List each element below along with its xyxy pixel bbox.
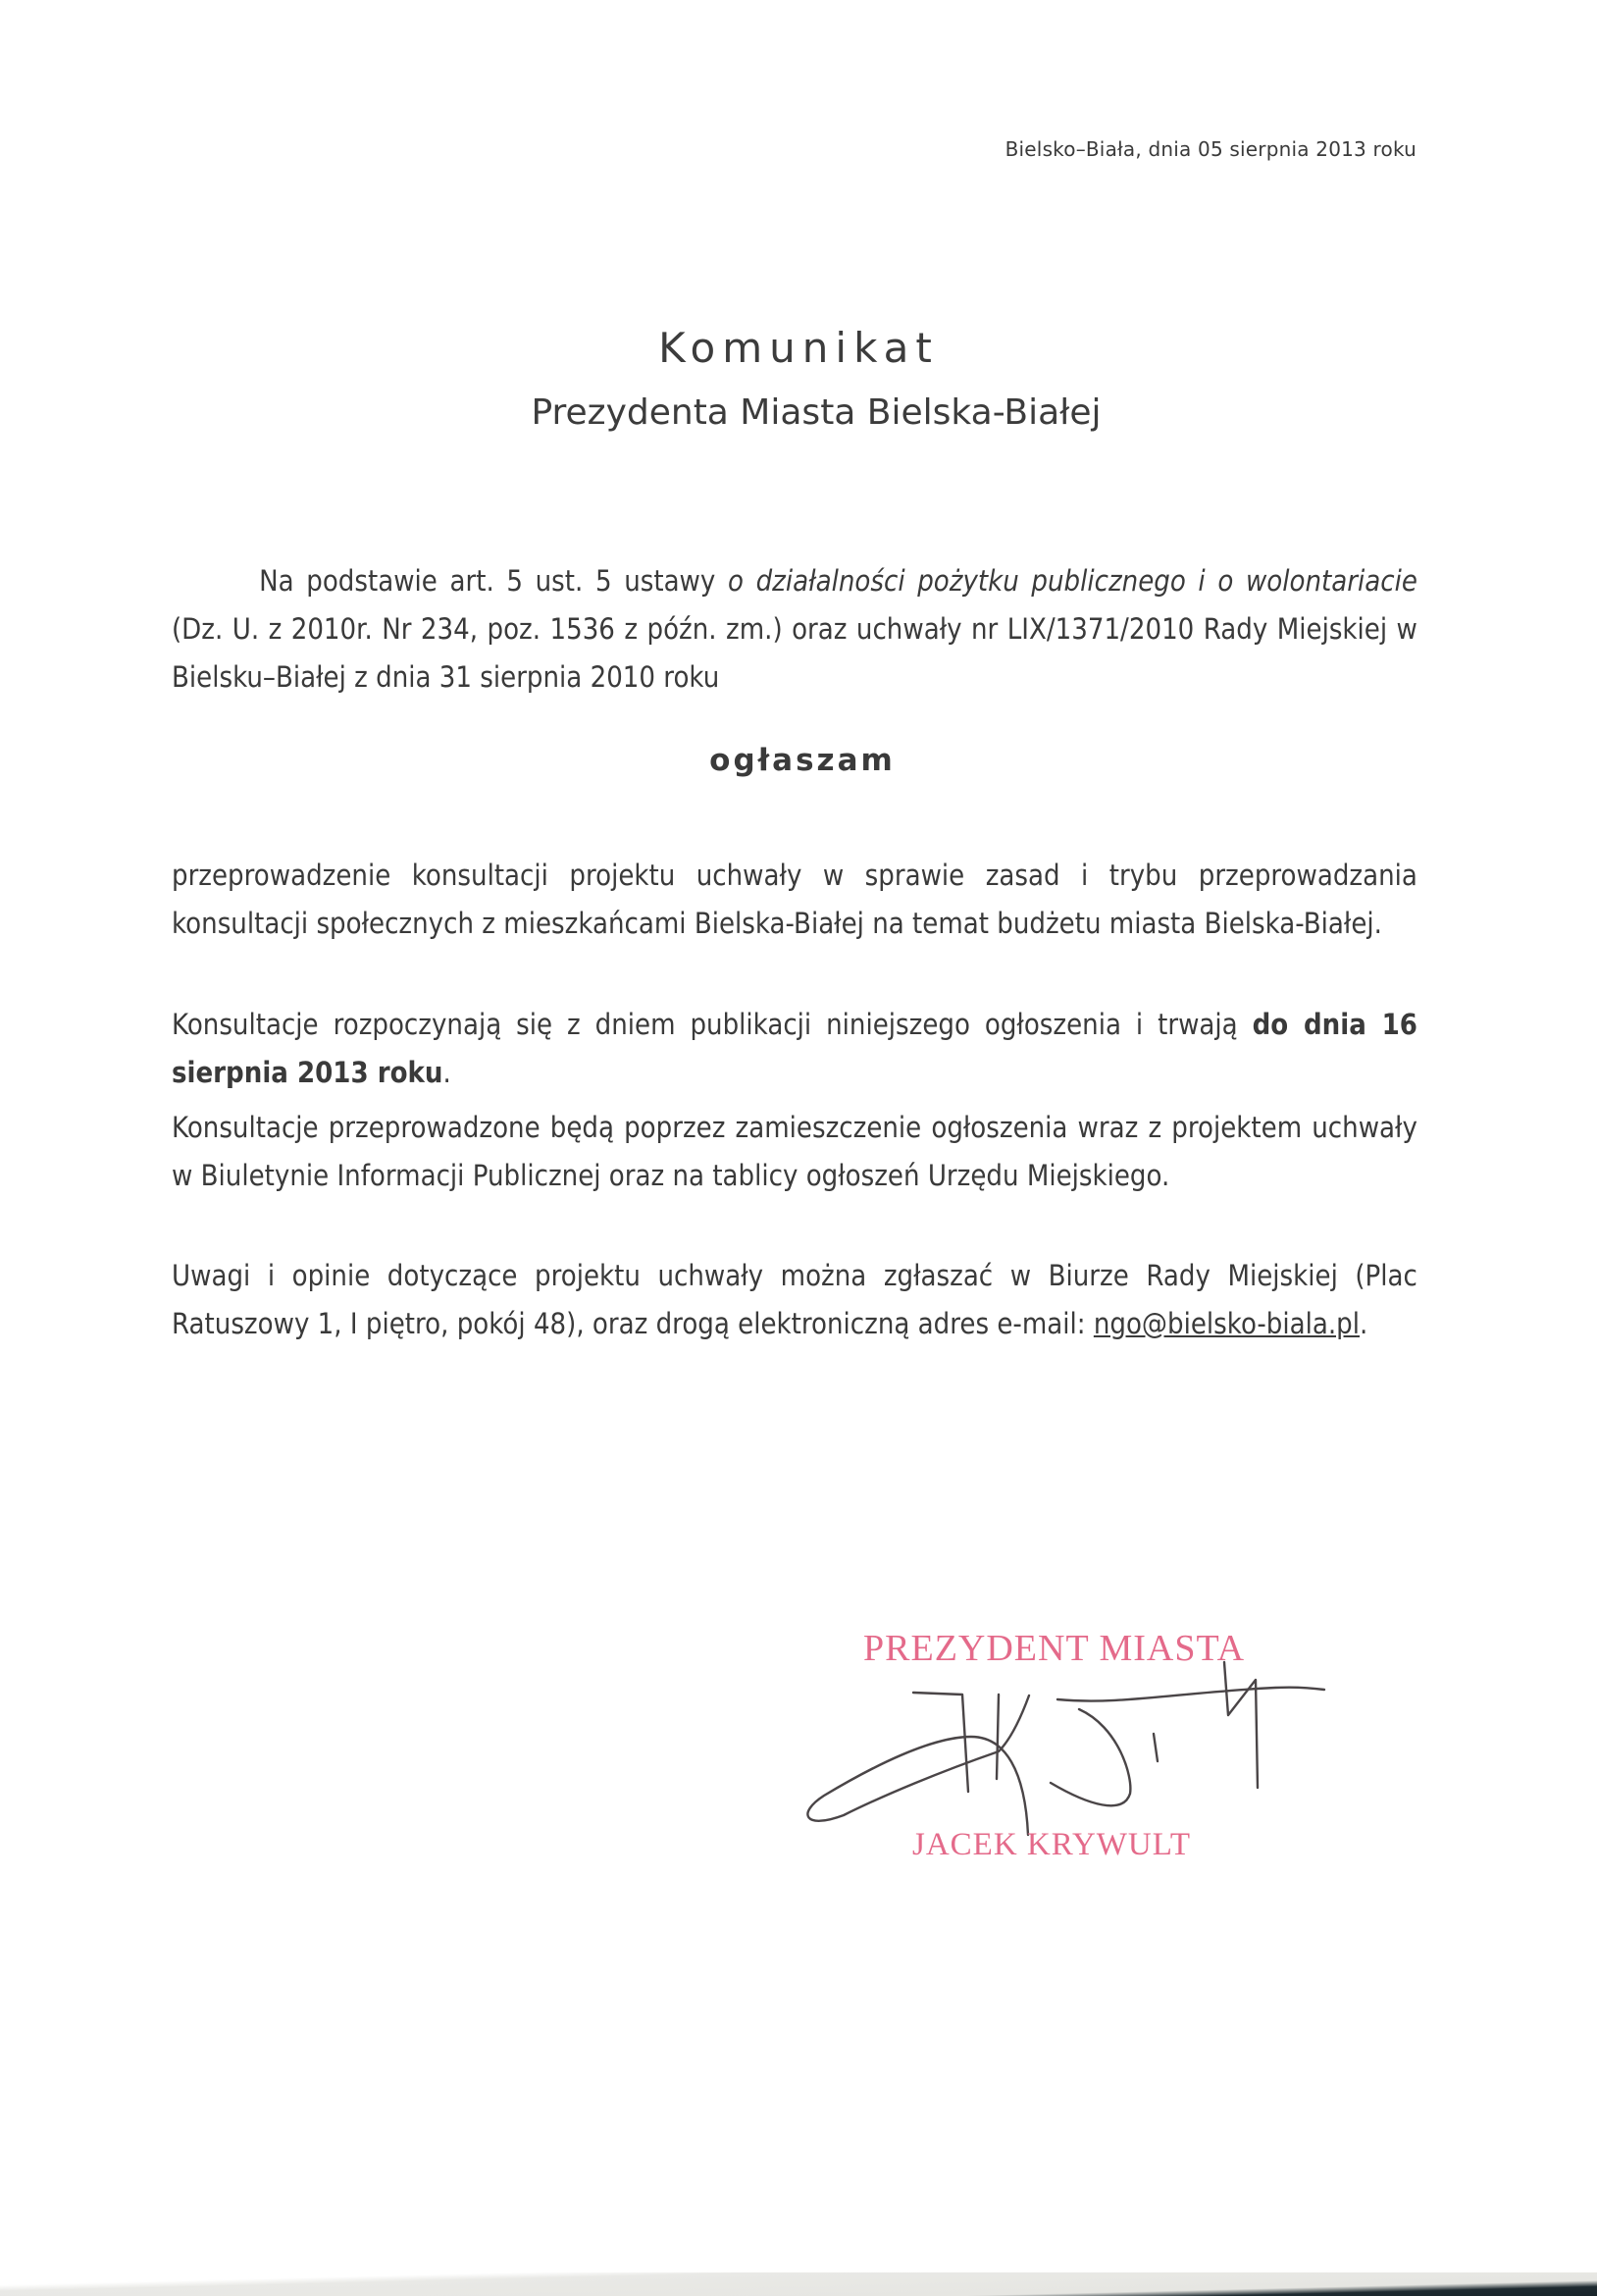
- signature-stroke: [1057, 1688, 1324, 1701]
- signature-stroke: [997, 1695, 999, 1779]
- legal-basis-paragraph: [172, 557, 1417, 702]
- document-title: Komunikat: [658, 324, 939, 372]
- place-and-date: Bielsko–Biała, dnia 05 sierpnia 2013 roku: [1005, 137, 1417, 161]
- signature-stroke: [1224, 1662, 1258, 1788]
- stamp-title: PREZYDENT MIASTA: [863, 1628, 1246, 1669]
- comments-end: .: [1359, 1307, 1368, 1340]
- comments-text: Uwagi i opinie dotyczące projektu uchwały można zgłaszać w Biurze Rady Miejskiej (Plac Ratuszowy 1, I piętro, pokój 48), oraz drogą elektroniczną adres e-mail:: [172, 1259, 1417, 1340]
- deadline: do dnia 16 sierpnia 2013 roku: [172, 1008, 1417, 1089]
- intro-reference: (Dz. U. z 2010r. Nr 234, poz. 1536 z późn. zm.) oraz uchwały nr LIX/1371/2010 Rady Miejskiej w Bielsku–Białej z dnia 31 sierpnia 2010 roku: [172, 612, 1417, 694]
- comments-paragraph: [172, 1252, 1417, 1348]
- act-title: o działalności pożytku publicznego i o wolontariacie: [728, 564, 1417, 598]
- period-text: Konsultacje rozpoczynają się z dniem publikacji niniejszego ogłoszenia i trwają: [172, 1008, 1253, 1041]
- scan-border: [0, 2272, 1597, 2296]
- stamp-name: JACEK KRYWULT: [912, 1827, 1192, 1862]
- announcement-heading: ogłaszam: [709, 743, 896, 778]
- consultation-period-paragraph: [172, 1001, 1417, 1097]
- email-link[interactable]: ngo@bielsko-biala.pl: [1093, 1307, 1360, 1340]
- signature-stroke: [1154, 1734, 1158, 1761]
- document-subtitle: Prezydenta Miasta Bielska-Białej: [531, 392, 1102, 433]
- consultation-subject-paragraph: przeprowadzenie konsultacji projektu uchwały w sprawie zasad i trybu przeprowadzania konsultacji społecznych z mieszkańcami Bielska-Białej na temat budżetu miasta Bielska-Białej.: [172, 859, 1417, 940]
- intro-text: Na podstawie art. 5 ust. 5 ustawy: [259, 564, 728, 598]
- signature-stroke: [1051, 1709, 1130, 1805]
- period-end: .: [442, 1056, 451, 1089]
- consultation-method-paragraph: Konsultacje przeprowadzone będą poprzez zamieszczenie ogłoszenia wraz z projektem uchwały w Biuletynie Informacji Publicznej oraz na tablicy ogłoszeń Urzędu Miejskiego.: [172, 1111, 1417, 1192]
